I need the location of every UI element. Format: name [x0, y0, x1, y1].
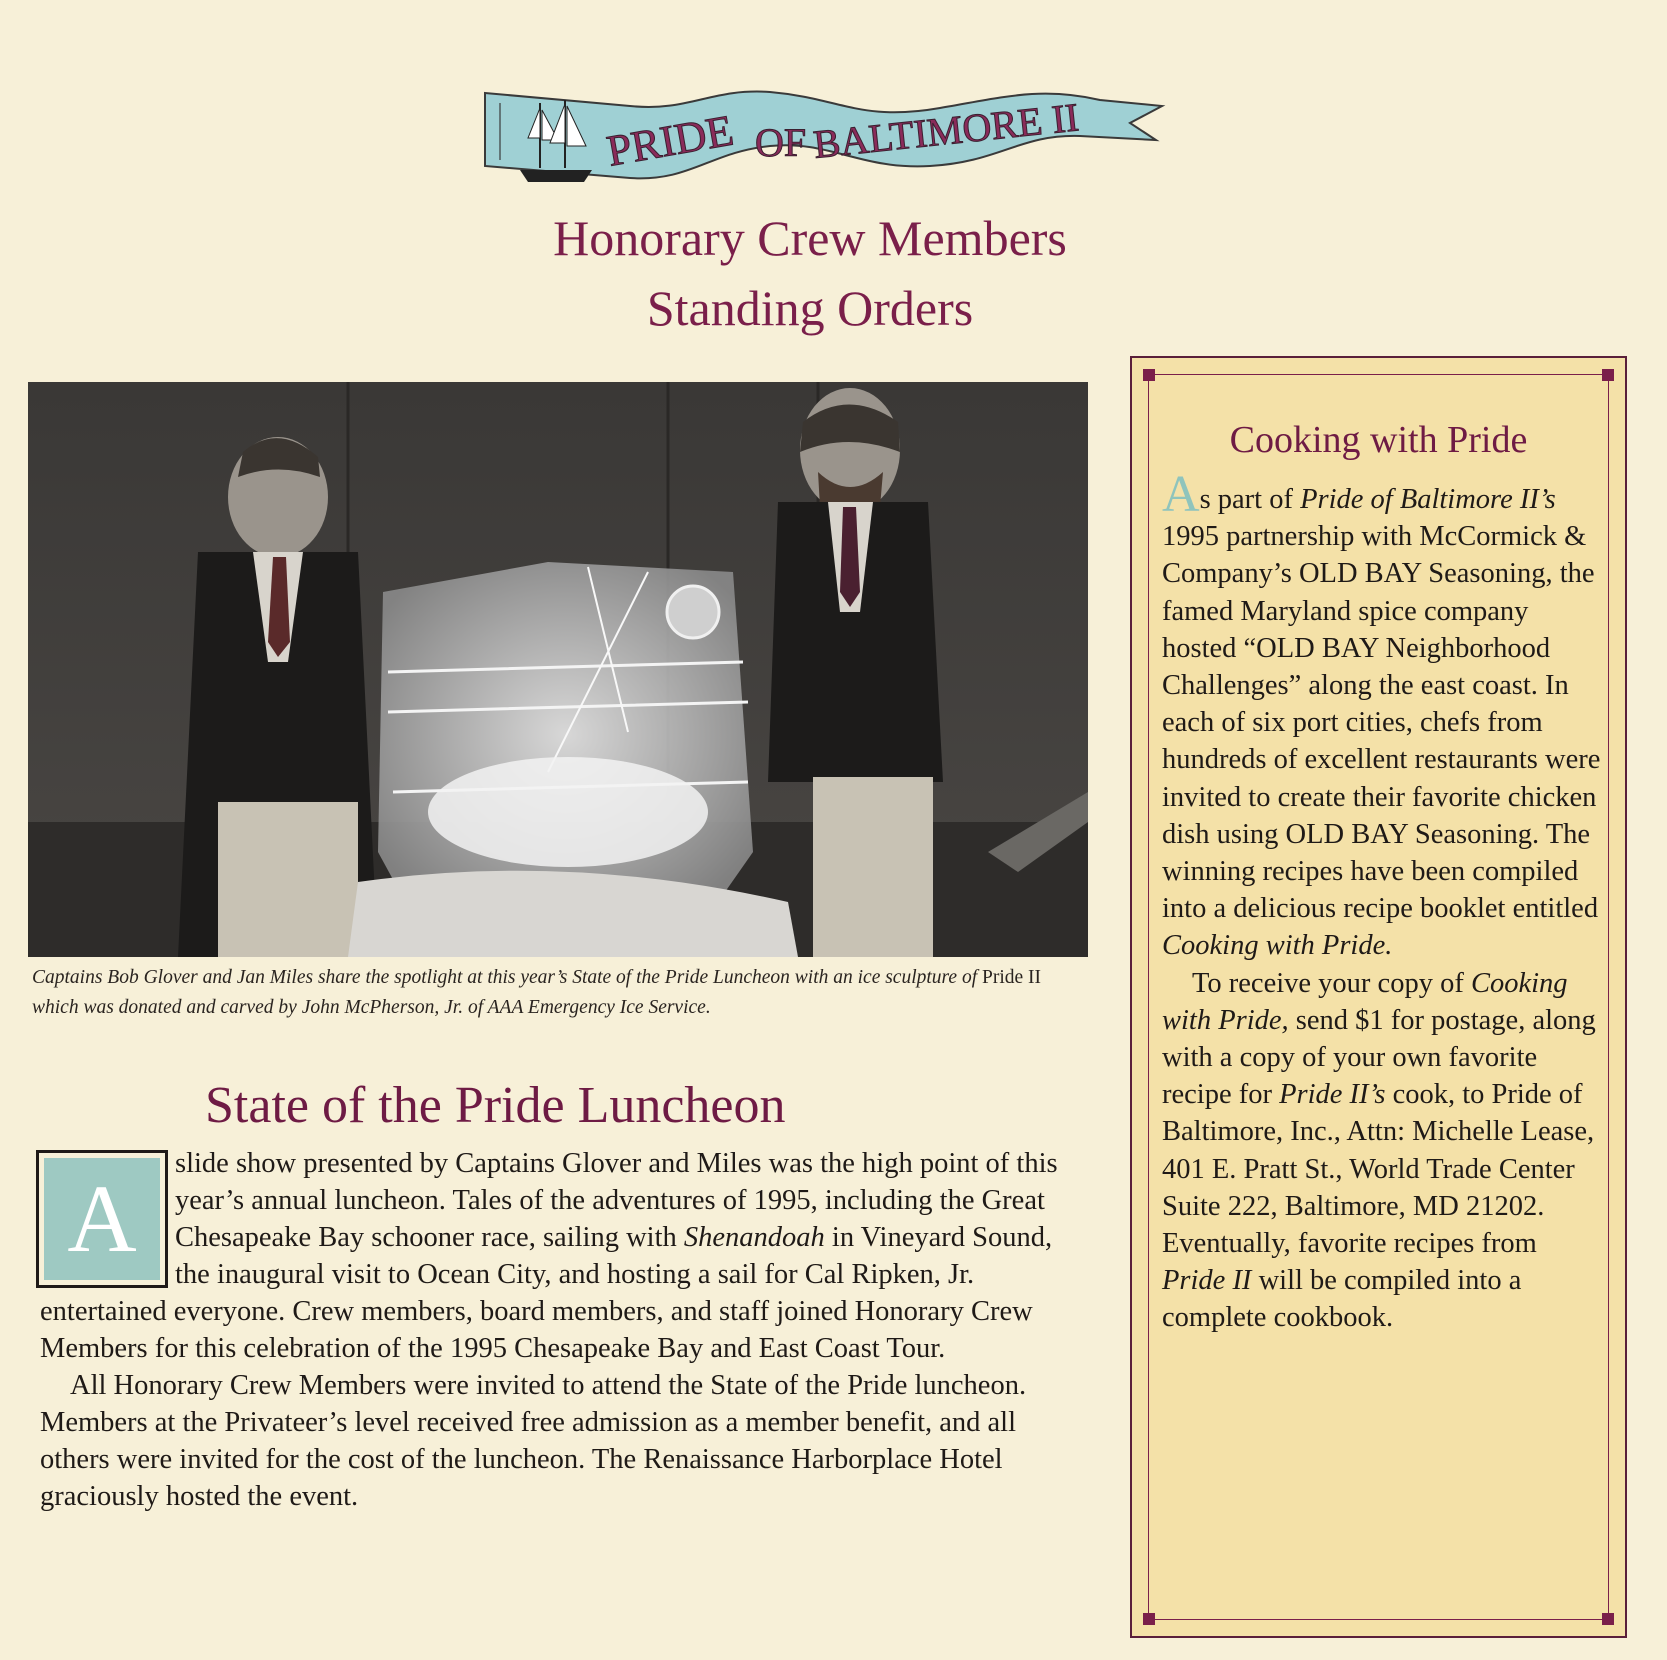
svg-text:PRIDE: PRIDE — [603, 105, 737, 176]
luncheon-article-body — [40, 1145, 1080, 1515]
cooking-with-pride-sidebar — [1130, 356, 1627, 1638]
svg-text:OF: OF — [755, 120, 807, 165]
caption-text-end: which was donated and carved by John McPherson, Jr. of AAA Emergency Ice Service. — [32, 997, 711, 1018]
sidebar-title: Cooking with Pride — [1229, 419, 1528, 461]
frame-corner — [1143, 1613, 1155, 1625]
svg-text:BALTIMORE II: BALTIMORE II — [811, 94, 1081, 167]
sidebar-body — [1162, 466, 1602, 1337]
luncheon-paragraph-1: slide show presented by Captains Glover and Miles was the high point of this year’s annual luncheon. Tales of the adventures of 1995, including the Great Chesapeake Bay schooner race, sailing with Shenandoah in Vineyard Sound, the inaugural visit to Ocean City, and hosting a sail for Cal Ripken, Jr. entertained everyone. Crew members, board members, and staff joined Honorary Crew Members for this celebration of the 1995 Chesapeake Bay and East Coast Tour. — [40, 1148, 1058, 1364]
luncheon-article-title: State of the Pride Luncheon — [205, 1077, 786, 1134]
caption-ship-name: Pride II — [982, 967, 1042, 988]
luncheon-photo — [28, 382, 1088, 957]
frame-corner — [1143, 369, 1155, 381]
luncheon-dropcap: A — [36, 1150, 168, 1288]
luncheon-paragraph-2: All Honorary Crew Members were invited to attend the State of the Pride luncheon. Members at the Privateer’s level received free admission as a member benefit, and all others were invited for the cost of the luncheon. The Renaissance Harborplace Hotel graciously hosted the event. — [40, 1370, 1027, 1512]
frame-corner — [1602, 369, 1614, 381]
photo-caption — [32, 963, 1092, 1023]
masthead-title-line2: Standing Orders — [646, 280, 974, 336]
masthead-title-line1: Honorary Crew Members — [553, 210, 1067, 266]
pride-of-baltimore-logo — [480, 78, 1170, 208]
frame-corner — [1602, 1613, 1614, 1625]
sidebar-paragraph-2: To receive your copy of Cooking with Pride, send $1 for postage, along with a copy of your own favorite recipe for Pride II’s cook, to Pride of Baltimore, Inc., Attn: Michelle Lease, 401 E. Pratt St., World Trade Center Suite 222, Baltimore, MD 21202. Eventually, favorite recipes from Pride II will be compiled into a complete cookbook. — [1162, 967, 1596, 1334]
sidebar-dropcap: A — [1162, 466, 1200, 523]
sidebar-paragraph-1: As part of Pride of Baltimore II’s 1995 partnership with McCormick & Company’s OLD BAY Seasoning, the famed Maryland spice company hosted “OLD BAY Neighborhood Challenges” along the east coast. In each of six port cities, chefs from hundreds of excellent restaurants were invited to create their favorite chicken dish using OLD BAY Seasoning. The winning recipes have been compiled into a delicious recipe booklet entitled Cooking with Pride. — [1162, 466, 1601, 962]
caption-text: Captains Bob Glover and Jan Miles share the spotlight at this year’s State of the Pride Luncheon with an ice sculpture of — [32, 967, 982, 988]
